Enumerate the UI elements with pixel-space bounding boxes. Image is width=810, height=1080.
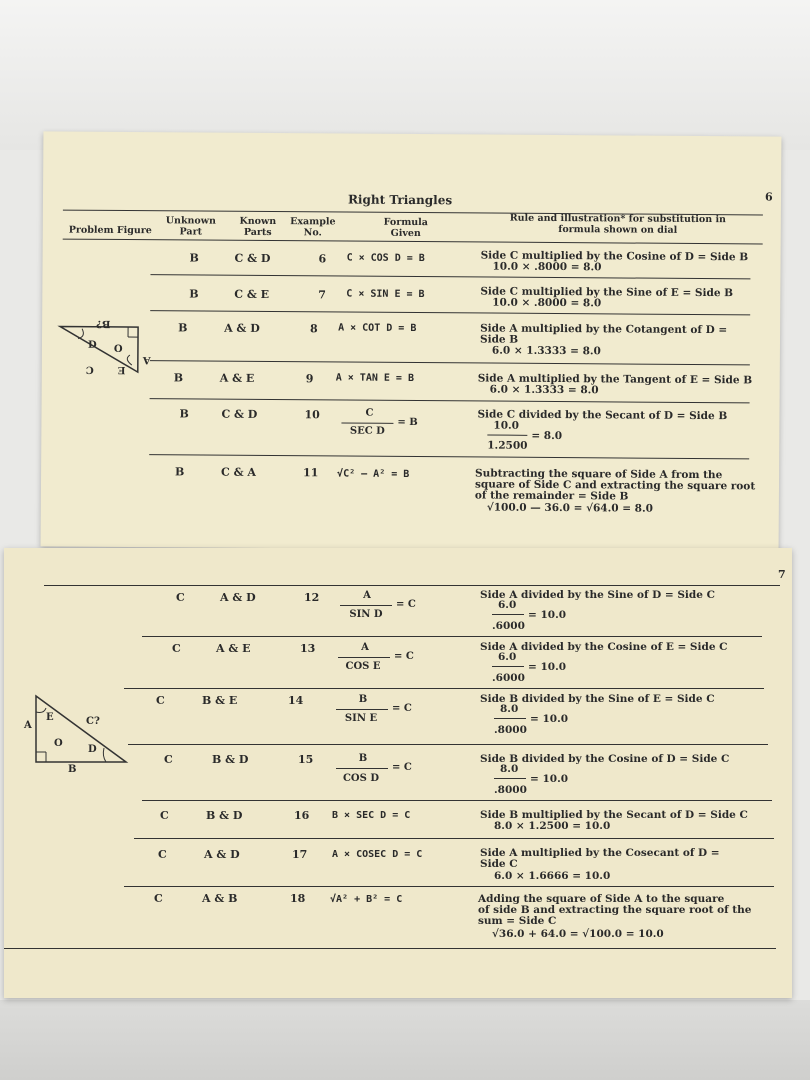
rule-line-1: Side A divided by the Sine of D = Side C bbox=[480, 589, 715, 601]
formula-result: = B bbox=[397, 416, 418, 429]
rule-result: = 10.0 bbox=[528, 609, 567, 621]
figure-label-b: B? bbox=[96, 317, 111, 329]
figure-label-o: O bbox=[54, 738, 63, 749]
formula-numerator: B bbox=[358, 753, 368, 764]
example-no: 14 bbox=[288, 694, 304, 707]
unknown-part: B bbox=[179, 407, 189, 421]
row-rule bbox=[124, 688, 764, 689]
known-parts: C & D bbox=[221, 407, 258, 421]
formula-denominator: SIN D bbox=[349, 609, 383, 620]
header-formula-given: Formula Given bbox=[383, 216, 429, 240]
formula-result: = C bbox=[394, 651, 414, 662]
rule-fraction-bar bbox=[494, 718, 526, 719]
triangle-outline bbox=[36, 696, 126, 762]
figure-label-c: C bbox=[85, 363, 94, 375]
rule-line-2: Side B bbox=[479, 333, 519, 346]
unknown-part: B bbox=[189, 251, 199, 265]
figure-label-a: A bbox=[24, 720, 32, 731]
example-no: 8 bbox=[310, 322, 318, 336]
formula-result: = C bbox=[392, 703, 412, 714]
header-known-parts: Known Parts bbox=[239, 215, 277, 239]
rule-fraction-bar bbox=[494, 778, 526, 779]
rule-numerator: 10.0 bbox=[493, 419, 520, 432]
formula-result: = C bbox=[392, 762, 412, 773]
formula: A × TAN E = B bbox=[335, 372, 415, 385]
known-parts: A & B bbox=[202, 892, 238, 905]
row-rule bbox=[150, 274, 750, 279]
background-table bbox=[0, 1000, 810, 1080]
rule-line-1: Side C divided by the Secant of D = Side B bbox=[477, 408, 728, 423]
example-no: 18 bbox=[290, 892, 306, 905]
formula-numerator: C bbox=[365, 407, 374, 419]
header-rule bbox=[44, 585, 780, 586]
rule-numerator: 6.0 bbox=[498, 599, 517, 611]
rule-line-1: Side C multiplied by the Cosine of D = Side B bbox=[480, 249, 749, 264]
example-no: 15 bbox=[298, 753, 314, 766]
unknown-part: B bbox=[178, 321, 188, 335]
rule-line-3: of the remainder = Side B bbox=[474, 489, 629, 503]
known-parts: A & E bbox=[219, 371, 255, 385]
rule-numerator: 8.0 bbox=[500, 703, 519, 715]
row-rule bbox=[128, 744, 768, 745]
rule-line-1: Side A divided by the Cosine of E = Side C bbox=[480, 641, 728, 653]
header-unknown-part: Unknown Part bbox=[165, 215, 216, 238]
rule-line-2: 10.0 × .8000 = 8.0 bbox=[492, 296, 602, 310]
formula-result: = C bbox=[396, 599, 416, 610]
row-rule bbox=[142, 800, 772, 801]
known-parts: B & E bbox=[202, 694, 238, 707]
rule-numerator: 8.0 bbox=[500, 763, 519, 775]
rule-line-4: √100.0 — 36.0 = √64.0 = 8.0 bbox=[486, 501, 654, 515]
figure-label-o: O bbox=[113, 343, 123, 355]
figure-label-d: D bbox=[87, 339, 97, 351]
known-parts: C & D bbox=[234, 251, 271, 266]
figure-label-d: D bbox=[88, 744, 97, 755]
unknown-part: C bbox=[172, 642, 181, 655]
rule-line-1: Side A multiplied by the Cosecant of D = bbox=[480, 847, 720, 859]
unknown-part: B bbox=[175, 465, 185, 479]
rule-denominator: .6000 bbox=[492, 620, 525, 632]
figure-label-e: E bbox=[117, 363, 126, 376]
example-no: 12 bbox=[304, 591, 320, 604]
example-no: 11 bbox=[303, 466, 319, 480]
page-number: 7 bbox=[778, 568, 786, 581]
rule-result: = 8.0 bbox=[531, 429, 563, 443]
formula: C × COS D = B bbox=[346, 252, 425, 265]
figure-label-e: E bbox=[46, 712, 54, 723]
row-rule bbox=[150, 310, 750, 315]
known-parts: A & D bbox=[220, 591, 256, 604]
unknown-part: C bbox=[160, 809, 169, 822]
unknown-part: C bbox=[176, 591, 185, 604]
formula: A × COSEC D = C bbox=[332, 849, 423, 860]
rule-line-2: 10.0 × .8000 = 8.0 bbox=[492, 260, 602, 274]
rule-denominator: .6000 bbox=[492, 672, 525, 684]
triangle-outline bbox=[60, 327, 138, 376]
page-6 bbox=[41, 131, 782, 551]
header-rule: Rule and illustration* for substitution in formula shown on dial bbox=[509, 212, 727, 236]
rule-line-1: Side A multiplied by the Tangent of E = Side B bbox=[477, 372, 753, 387]
rule-line-1: Side C multiplied by the Sine of E = Side B bbox=[480, 285, 734, 300]
formula-numerator: B bbox=[358, 694, 368, 705]
rule-numerator: 6.0 bbox=[498, 651, 517, 663]
known-parts: A & D bbox=[224, 321, 260, 335]
example-no: 6 bbox=[318, 252, 327, 266]
rule-line-1: Side B multiplied by the Secant of D = Side C bbox=[480, 809, 748, 821]
example-no: 7 bbox=[318, 288, 327, 302]
known-parts: B & D bbox=[212, 753, 249, 766]
row-rule bbox=[142, 636, 762, 637]
rule-line-1: Adding the square of Side A to the square bbox=[478, 893, 725, 905]
rule-fraction-bar bbox=[492, 666, 524, 667]
rule-result: = 10.0 bbox=[530, 713, 569, 725]
rule-line-2: 8.0 × 1.2500 = 10.0 bbox=[494, 820, 611, 832]
row-rule bbox=[124, 886, 774, 887]
known-parts: C & A bbox=[221, 465, 257, 479]
formula: √A² + B² = C bbox=[330, 894, 403, 905]
rule-line-2: 6.0 × 1.3333 = 8.0 bbox=[489, 383, 599, 397]
formula-fraction-bar bbox=[341, 423, 393, 424]
formula-fraction-bar bbox=[336, 709, 388, 710]
known-parts: C & E bbox=[234, 287, 270, 302]
formula-fraction-bar bbox=[340, 605, 392, 606]
figure-label-b: B bbox=[68, 764, 77, 775]
formula: B × SEC D = C bbox=[332, 810, 411, 821]
figure-label-a: A bbox=[142, 354, 151, 366]
rule-line-3: 6.0 × 1.3333 = 8.0 bbox=[491, 344, 601, 358]
formula-fraction-bar bbox=[336, 768, 388, 769]
bottom-rule bbox=[4, 948, 776, 949]
unknown-part: B bbox=[173, 371, 184, 385]
example-no: 9 bbox=[305, 372, 314, 386]
rule-line-2: Side C bbox=[480, 858, 518, 870]
example-no: 13 bbox=[300, 642, 316, 655]
angle-arc-d bbox=[103, 748, 106, 762]
rule-denominator: .8000 bbox=[494, 784, 527, 796]
formula-denominator: COS E bbox=[345, 661, 381, 672]
formula: A × COT D = B bbox=[338, 322, 417, 335]
unknown-part: C bbox=[164, 753, 173, 766]
background-wall bbox=[0, 0, 810, 150]
rule-line-2: square of Side C and extracting the square root bbox=[474, 478, 756, 493]
rule-denominator: 1.2500 bbox=[487, 439, 528, 452]
rule-fraction-bar bbox=[492, 614, 524, 615]
formula: √C² — A² = B bbox=[337, 468, 410, 480]
formula-denominator: COS D bbox=[342, 773, 380, 784]
rule-line-4: √36.0 + 64.0 = √100.0 = 10.0 bbox=[492, 928, 664, 940]
row-rule bbox=[134, 838, 774, 839]
unknown-part: B bbox=[189, 287, 199, 301]
angle-arc-e bbox=[127, 355, 132, 365]
known-parts: A & E bbox=[216, 642, 251, 655]
row-rule bbox=[150, 398, 750, 403]
unknown-part: C bbox=[154, 892, 163, 905]
formula: C × SIN E = B bbox=[346, 288, 425, 301]
formula-fraction-bar bbox=[338, 657, 390, 658]
page-7 bbox=[4, 548, 792, 998]
rule-line-1: Side B divided by the Sine of E = Side C bbox=[480, 693, 715, 705]
page-title: Right Triangles bbox=[347, 192, 453, 208]
rule-line-1: Side B divided by the Cosine of D = Side C bbox=[480, 753, 730, 765]
row-rule bbox=[149, 454, 749, 459]
row-rule bbox=[150, 360, 750, 365]
formula-numerator: A bbox=[363, 590, 371, 601]
formula-numerator: A bbox=[361, 642, 369, 653]
known-parts: A & D bbox=[204, 848, 240, 861]
rule-result: = 10.0 bbox=[528, 661, 567, 673]
unknown-part: C bbox=[158, 848, 167, 861]
header-example-no: Example No. bbox=[290, 216, 336, 239]
formula-denominator: SEC D bbox=[349, 425, 385, 437]
page-number: 6 bbox=[764, 190, 773, 204]
header-bottom-rule bbox=[63, 239, 763, 245]
rule-denominator: .8000 bbox=[494, 724, 527, 736]
rule-fraction-bar bbox=[487, 435, 527, 436]
example-no: 10 bbox=[304, 408, 320, 422]
angle-arc-e bbox=[36, 708, 46, 713]
rule-line-1: Side A multiplied by the Cotangent of D = bbox=[480, 322, 728, 337]
rule-line-2: of side B and extracting the square root of the bbox=[478, 904, 752, 916]
figure-label-c: C? bbox=[86, 716, 100, 727]
rule-line-3: sum = Side C bbox=[478, 915, 557, 927]
example-no: 17 bbox=[292, 848, 308, 861]
rule-result: = 10.0 bbox=[530, 773, 569, 785]
rule-line-1: Subtracting the square of Side A from the bbox=[475, 467, 723, 482]
header-problem-figure: Problem Figure bbox=[68, 224, 152, 237]
formula-denominator: SIN E bbox=[344, 713, 378, 724]
rule-line-3: 6.0 × 1.6666 = 10.0 bbox=[494, 870, 611, 882]
example-no: 16 bbox=[294, 809, 310, 822]
known-parts: B & D bbox=[206, 809, 243, 822]
unknown-part: C bbox=[156, 694, 165, 707]
